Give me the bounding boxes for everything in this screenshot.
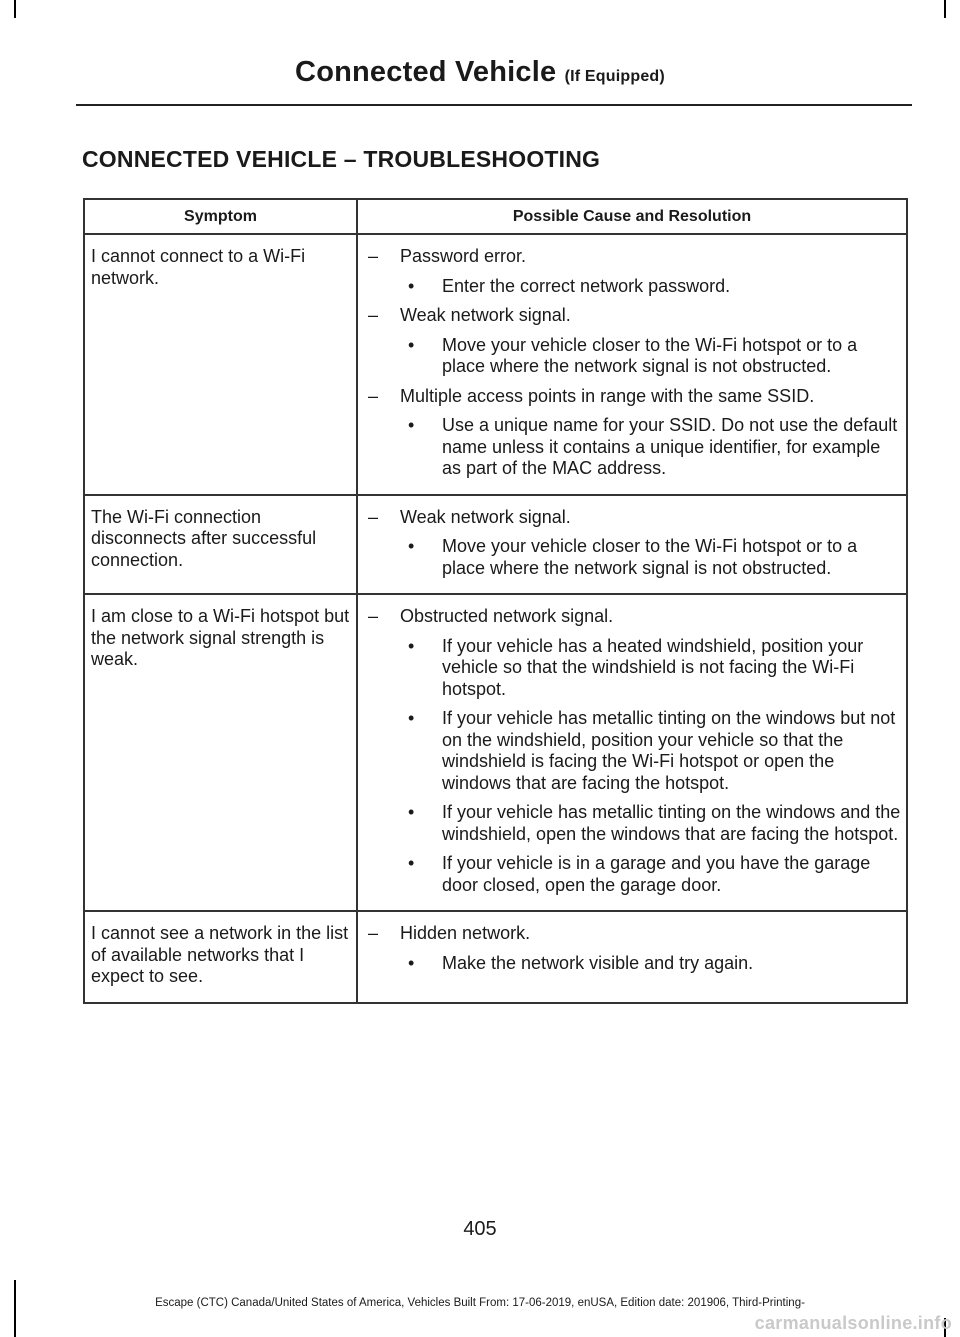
bullet-marker: •: [408, 536, 415, 556]
column-header-symptom: Symptom: [84, 199, 357, 234]
dash-marker: –: [368, 246, 379, 266]
bullet-marker: •: [408, 415, 415, 435]
symptom-cell: I am close to a Wi-Fi hotspot but the network signal strength is weak.: [84, 594, 357, 911]
cause-block: [368, 507, 902, 580]
resolution-text: If your vehicle has a heated windshield, position your vehicle so that the windshield is not facing the Wi-Fi hotspot.: [442, 635, 864, 699]
cause-item: [368, 923, 902, 945]
resolution-item: [368, 636, 902, 701]
column-header-cause: Possible Cause and Resolution: [357, 199, 907, 234]
cause-item: [368, 507, 902, 529]
cause-text: Weak network signal.: [400, 305, 571, 325]
cause-cell: [357, 234, 907, 495]
crop-mark-top-left: [14, 0, 16, 18]
bullet-marker: •: [408, 952, 415, 973]
resolution-item: [368, 853, 902, 896]
cause-text: Multiple access points in range with the same SSID.: [400, 385, 815, 406]
table-row: [84, 594, 907, 911]
watermark-logo: carmanualsonline.info: [754, 1313, 952, 1333]
resolution-text: Move your vehicle closer to the Wi-Fi hotspot or to a place where the network signal is not obstructed.: [442, 334, 858, 376]
resolution-item: [368, 802, 902, 845]
cause-cell: [357, 594, 907, 911]
resolution-text: If your vehicle has metallic tinting on the windows but not on the windshield, position your vehicle so that the windshield is facing the Wi-Fi hotspot or open the windows that are facing the hotspot.: [442, 708, 896, 793]
cause-block: [368, 246, 902, 297]
resolution-item: [368, 335, 902, 378]
cause-block: [368, 305, 902, 378]
header-rule: [76, 104, 912, 106]
dash-marker: –: [368, 506, 379, 527]
bullet-marker: •: [408, 275, 415, 296]
symptom-cell: I cannot connect to a Wi-Fi network.: [84, 234, 357, 495]
bullet-marker: •: [408, 853, 415, 873]
bullet-marker: •: [408, 635, 415, 656]
resolution-item: [368, 276, 902, 298]
resolution-text: If your vehicle is in a garage and you have the garage door closed, open the garage door.: [442, 853, 871, 895]
header-title: Connected Vehicle: [295, 56, 557, 88]
resolution-text: If your vehicle has metallic tinting on the windows and the windshield, open the windows that are facing the hotspot.: [442, 802, 901, 844]
resolution-item: [368, 536, 902, 579]
dash-marker: –: [368, 385, 379, 406]
cause-item: [368, 246, 902, 268]
cause-text: Password error.: [400, 246, 527, 266]
resolution-text: Enter the correct network password.: [442, 275, 731, 296]
resolution-text: Use a unique name for your SSID. Do not use the default name unless it contains a unique identifier, for example as part of the MAC address.: [442, 415, 898, 478]
cause-block: [368, 606, 902, 896]
cause-text: Obstructed network signal.: [400, 606, 614, 626]
table-row: [84, 495, 907, 595]
table-body: [84, 234, 907, 1003]
cause-item: [368, 386, 902, 408]
section-heading: CONNECTED VEHICLE – TROUBLESHOOTING: [82, 146, 601, 172]
cause-block: [368, 386, 902, 480]
bullet-marker: •: [408, 802, 415, 822]
header-suffix: (If Equipped): [564, 68, 665, 85]
cause-block: [368, 923, 902, 974]
dash-marker: –: [368, 305, 379, 325]
table-row: [84, 911, 907, 1003]
table-header-row: [84, 199, 907, 234]
cause-text: Weak network signal.: [400, 506, 571, 527]
dash-marker: –: [368, 923, 379, 943]
resolution-item: [368, 415, 902, 480]
resolution-text: Make the network visible and try again.: [442, 952, 754, 973]
table-row: [84, 234, 907, 495]
cause-item: [368, 305, 902, 327]
footer-text: Escape (CTC) Canada/United States of America, Vehicles Built From: 17-06-2019, enUSA, Edition date: 201906, Third-Printing-: [155, 1297, 805, 1309]
cause-text: Hidden network.: [400, 923, 531, 943]
dash-marker: –: [368, 606, 379, 626]
bullet-marker: •: [408, 708, 415, 728]
page-number: 405: [463, 1218, 497, 1240]
symptom-cell: The Wi-Fi connection disconnects after successful connection.: [84, 495, 357, 595]
bullet-marker: •: [408, 334, 415, 355]
resolution-item: [368, 953, 902, 975]
running-header: [0, 56, 960, 89]
resolution-text: Move your vehicle closer to the Wi-Fi hotspot or to a place where the network signal is not obstructed.: [442, 536, 858, 578]
symptom-cell: I cannot see a network in the list of available networks that I expect to see.: [84, 911, 357, 1003]
cause-cell: [357, 911, 907, 1003]
cause-cell: [357, 495, 907, 595]
troubleshooting-table: [83, 198, 908, 1004]
resolution-item: [368, 708, 902, 794]
crop-mark-top-right: [944, 0, 946, 18]
cause-item: [368, 606, 902, 628]
